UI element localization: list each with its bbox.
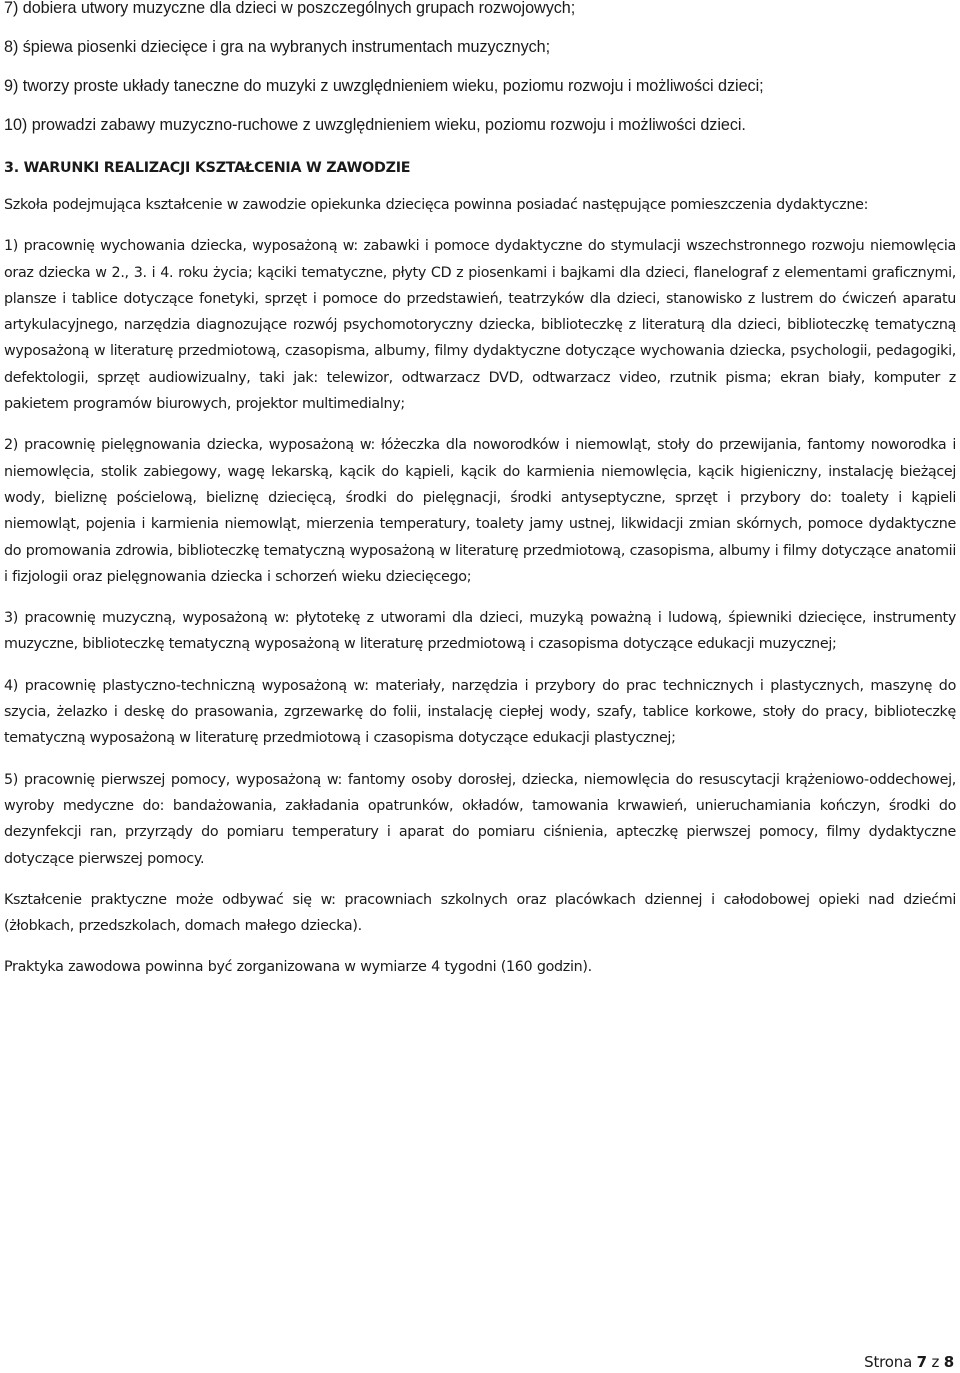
learning-outcomes-list <box>4 0 956 135</box>
list-item: 9) tworzy proste układy taneczne do muzyki z uwzględnieniem wieku, poziomu rozwoju i możliwości dzieci; <box>4 77 764 95</box>
list-item: 10) prowadzi zabawy muzyczno-ruchowe z uwzględnieniem wieku, poziomu rozwoju i możliwości dzieci. <box>4 116 746 134</box>
section-body <box>4 192 956 981</box>
room-item: 3) pracownię muzyczną, wyposażoną w: płytotekę z utworami dla dzieci, muzyką poważną i ludową, śpiewniki dziecięce, instrumenty muzyczne, biblioteczkę tematyczną wyposażoną w literaturę przedmiotową i czasopisma dotyczące edukacji muzycznej; <box>4 610 956 653</box>
room-item: 4) pracownię plastyczno-techniczną wyposażoną w: materiały, narzędzia i przybory do prac technicznych i plastycznych, maszynę do szycia, żelazko i deskę do prasowania, zgrzewarkę do folii, instalację ciepłej wody, szafy, tablice korkowe, stoły do pracy, biblioteczkę tematyczną wyposażoną w literaturę przedmiotową i czasopisma dotyczące edukacji plastycznej; <box>4 677 956 747</box>
page-prefix: Strona <box>864 1353 913 1371</box>
total-pages: 8 <box>943 1353 954 1371</box>
document-page <box>4 0 956 981</box>
room-item: 1) pracownię wychowania dziecka, wyposażoną w: zabawki i pomoce dydaktyczne do stymulacji wszechstronnego rozwoju niemowlęcia oraz dziecka w 2., 3. i 4. roku życia; kąciki tematyczne, płyty CD z piosenkami i bajkami dla dzieci, flanelograf z elementami graficznymi, plansze i tablice dotyczące fonetyki, sprzęt i pomoce do przedstawień, teatrzyków dla dzieci, stanowisko z lustrem do ćwiczeń aparatu artykulacyjnego, narzędzia diagnozujące rozwój psychomotoryczny dziecka, biblioteczkę z literaturą dla dzieci, biblioteczkę tematyczną wyposażoną w literaturę przedmiotową, czasopisma, albumy, filmy dydaktyczne dotyczące wychowania dziecka, psychologii, pedagogiki, defektologii, sprzęt audiowizualny, taki jak: telewizor, odtwarzacz DVD, odtwarzacz video, rzutnik pisma; ekran biały, komputer z pakietem programów biurowych, projektor multimedialny; <box>4 238 956 413</box>
page-sep: z <box>931 1353 940 1371</box>
internship-paragraph: Praktyka zawodowa powinna być zorganizowana w wymiarze 4 tygodni (160 godzin). <box>4 959 592 976</box>
page-number <box>864 1352 954 1372</box>
current-page: 7 <box>916 1353 927 1371</box>
intro-paragraph: Szkoła podejmująca kształcenie w zawodzie opiekunka dziecięca powinna posiadać następujące pomieszczenia dydaktyczne: <box>4 197 869 213</box>
section-heading: 3. WARUNKI REALIZACJI KSZTAŁCENIA W ZAWODZIE <box>4 160 411 176</box>
list-item: 7) dobiera utwory muzyczne dla dzieci w poszczególnych grupach rozwojowych; <box>4 0 576 17</box>
room-item: 5) pracownię pierwszej pomocy, wyposażoną w: fantomy osoby dorosłej, dziecka, niemowlęcia do resuscytacji krążeniowo-oddechowej, wyroby medyczne do: bandażowania, zakładania opatrunków, okładów, tamowania krwawień, unieruchamiania kończyn, środki do dezynfekcji ran, przyrządy do pomiaru temperatury i aparat do pomiaru ciśnienia, apteczkę pierwszej pomocy, filmy dydaktyczne dotyczące pierwszej pomocy. <box>4 771 956 867</box>
room-item: 2) pracownię pielęgnowania dziecka, wyposażoną w: łóżeczka dla noworodków i niemowląt, stoły do przewijania, fantomy noworodka i niemowlęcia, stolik zabiegowy, wagę lekarską, kącik do kąpieli, kącik do karmienia niemowlęcia, kącik higieniczny, instalację bieżącej wody, bieliznę pościelową, bieliznę dziecięcą, środki do pielęgnacji, środki antyseptyczne, sprzęt i przybory do: toalety i kąpieli niemowląt, pojenia i karmienia niemowląt, mierzenia temperatury, toalety jamy ustnej, likwidacji zmian skórnych, pomoce dydaktyczne do promowania zdrowia, biblioteczkę tematyczną wyposażoną w literaturę przedmiotową, czasopisma, albumy i filmy dotyczące anatomii i fizjologii oraz pielęgnowania dziecka i schorzeń wieku dziecięcego; <box>4 437 956 585</box>
list-item: 8) śpiewa piosenki dziecięce i gra na wybranych instrumentach muzycznych; <box>4 38 551 56</box>
practical-paragraph: Kształcenie praktyczne może odbywać się w: pracowniach szkolnych oraz placówkach dziennej i całodobowej opieki nad dziećmi (żłobkach, przedszkolach, domach małego dziecka). <box>4 891 956 935</box>
